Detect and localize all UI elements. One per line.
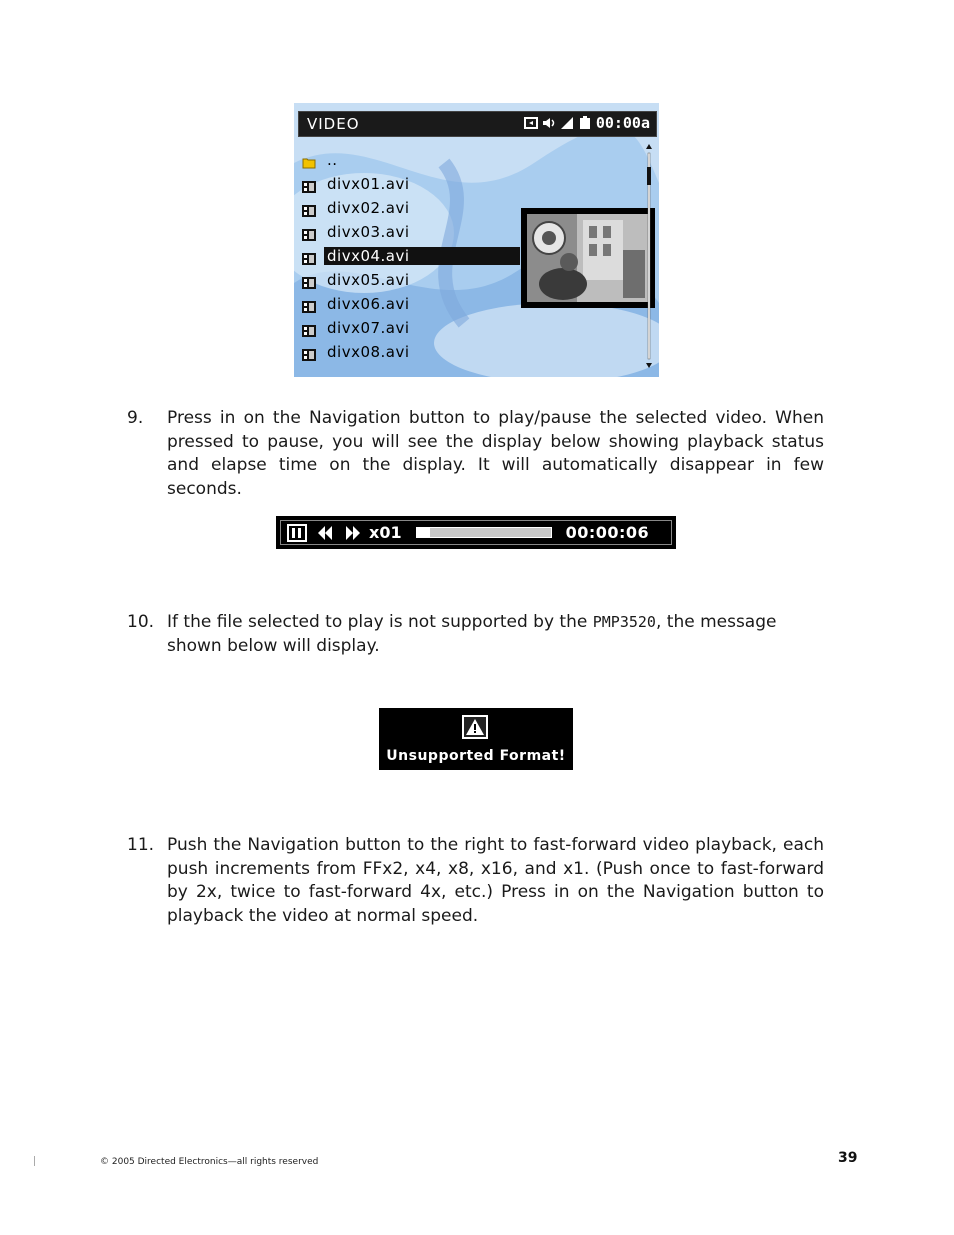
scrollbar[interactable] <box>645 143 653 369</box>
list-item[interactable] <box>302 148 642 172</box>
film-icon <box>302 202 316 214</box>
clock-display: 00:00a <box>595 114 650 132</box>
step-number: 11. <box>127 835 155 855</box>
step-10-text-after: , the message shown below will display. <box>167 612 777 656</box>
footer-copyright: © 2005 Directed Electronics—all rights reserved <box>100 1157 319 1167</box>
volume-icon <box>542 116 556 130</box>
status-area <box>524 114 650 132</box>
rewind-icon <box>317 525 333 541</box>
list-item-label: .. <box>327 151 338 169</box>
page-number: 39 <box>838 1150 858 1166</box>
dialog-message: Unsupported Format! <box>386 748 566 764</box>
playback-progress-fill <box>417 528 430 537</box>
playback-status-bar <box>276 516 676 549</box>
step-number: 10. <box>127 612 155 632</box>
elapsed-time: 00:00:06 <box>565 523 650 542</box>
step-10-text <box>167 611 824 658</box>
video-header-bar <box>298 111 657 137</box>
step-9-text: Press in on the Navigation button to play/pause the selected video. When pressed to pause, you will see the display below showing playback status and elapse time on the display. It will automatically disappear in few seconds. <box>167 408 824 499</box>
film-icon <box>302 178 316 190</box>
video-preview-thumbnail <box>521 208 655 308</box>
video-browser-screen <box>294 103 659 377</box>
pause-icon <box>287 524 307 542</box>
unsupported-format-dialog <box>379 708 573 770</box>
playback-speed: x01 <box>369 523 402 542</box>
list-item-label: divx08.avi <box>327 343 410 361</box>
list-item[interactable] <box>302 172 642 196</box>
film-icon <box>302 346 316 358</box>
step-number: 9. <box>127 408 144 428</box>
film-icon <box>302 322 316 334</box>
warning-icon <box>462 715 488 739</box>
list-item-label: divx01.avi <box>327 175 410 193</box>
model-name: PMP3520 <box>592 613 656 631</box>
list-item-label: divx03.avi <box>327 223 410 241</box>
film-icon <box>302 226 316 238</box>
list-item-label: divx05.avi <box>327 271 410 289</box>
battery-icon <box>578 116 592 130</box>
list-item-label: divx02.avi <box>327 199 410 217</box>
step-10-text-before: If the file selected to play is not supported by the <box>167 612 588 632</box>
list-item[interactable] <box>302 316 642 340</box>
fast-forward-icon <box>345 525 361 541</box>
screen-title: VIDEO <box>307 115 360 133</box>
signal-icon <box>560 116 574 130</box>
folder-icon <box>302 154 316 166</box>
repeat-icon <box>524 116 538 130</box>
film-icon <box>302 298 316 310</box>
film-icon <box>302 274 316 286</box>
footer-divider <box>34 1156 35 1166</box>
playback-progress-track <box>416 527 552 538</box>
list-item-label: divx07.avi <box>327 319 410 337</box>
step-11-text: Push the Navigation button to the right to fast-forward video playback, each push increments from FFx2, x4, x8, x16, and x1. (Push once to fast-forward by 2x, twice to fast-forward 4x, etc.) Press in on the Navigation button to playback the video at normal speed. <box>167 835 824 926</box>
list-item-label: divx04.avi <box>324 247 520 265</box>
film-icon <box>302 250 316 262</box>
list-item-label: divx06.avi <box>327 295 410 313</box>
list-item[interactable] <box>302 340 642 364</box>
